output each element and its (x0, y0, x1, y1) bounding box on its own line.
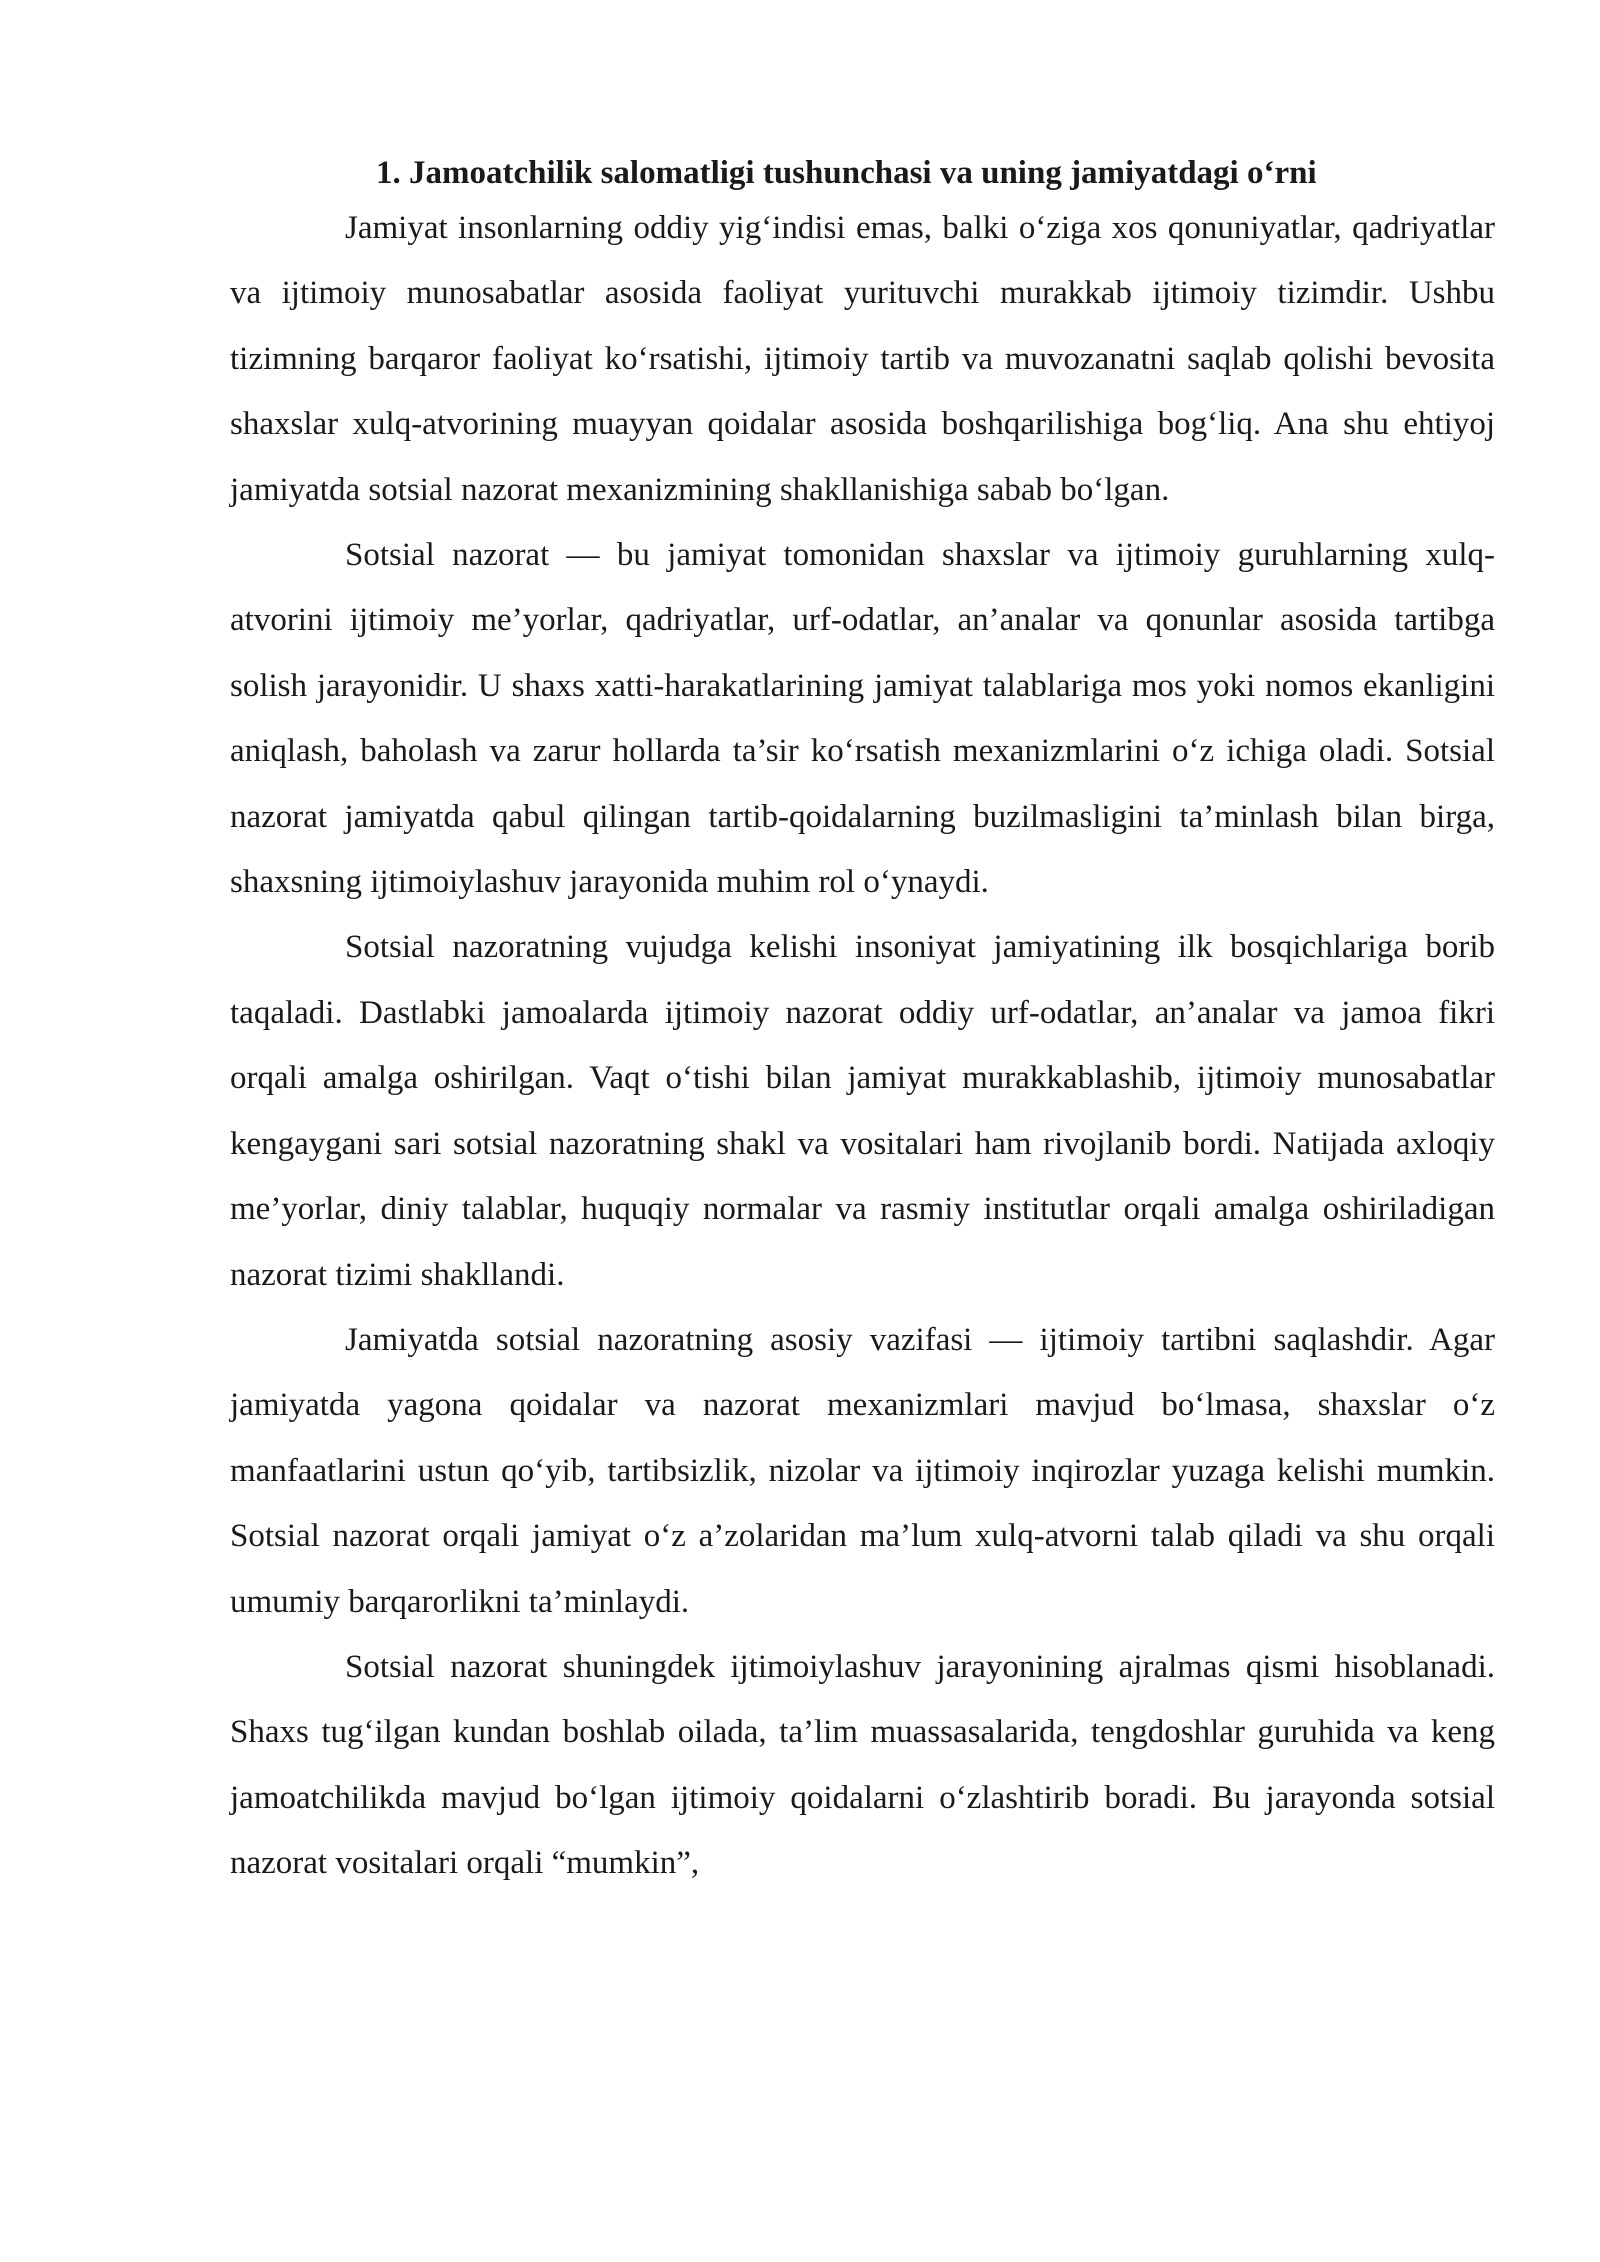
section-heading: 1. Jamoatchilik salomatligi tushunchasi va uning jamiyatdagi o‘rni (376, 155, 1317, 191)
paragraph-4: Jamiyatda sotsial nazoratning asosiy vazifasi — ijtimoiy tartibni saqlashdir. Agar jamiyatda yagona qoidalar va nazorat mexanizmlari mavjud bo‘lmasa, shaxslar o‘z manfaatlarini ustun qo‘yib, tartibsizlik, nizolar va ijtimoiy inqirozlar yuzaga kelishi mumkin. Sotsial nazorat orqali jamiyat o‘z a’zolaridan ma’lum xulq-atvorni talab qiladi va shu orqali umumiy barqarorlikni ta’minlaydi. (230, 1321, 1495, 1620)
document-body (230, 150, 1495, 1897)
paragraph-5: Sotsial nazorat shuningdek ijtimoiylashuv jarayonining ajralmas qismi hisoblanadi. Shaxs tug‘ilgan kundan boshlab oilada, ta’lim muassasalarida, tengdoshlar guruhida va keng jamoatchilikda mavjud bo‘lgan ijtimoiy qoidalarni o‘zlashtirib boradi. Bu jarayonda sotsial nazorat vositalari orqali “mumkin”, (230, 1648, 1495, 1882)
paragraph-1: Jamiyat insonlarning oddiy yig‘indisi emas, balki o‘ziga xos qonuniyatlar, qadriyatlar va ijtimoiy munosabatlar asosida faoliyat yurituvchi murakkab ijtimoiy tizimdir. Ushbu tizimning barqaror faoliyat ko‘rsatishi, ijtimoiy tartib va muvozanatni saqlab qolishi bevosita shaxslar xulq-atvorining muayyan qoidalar asosida boshqarilishiga bog‘liq. Ana shu ehtiyoj jamiyatda sotsial nazorat mexanizmining shakllanishiga sabab bo‘lgan. (230, 210, 1495, 508)
paragraph-2: Sotsial nazorat — bu jamiyat tomonidan shaxslar va ijtimoiy guruhlarning xulq-atvorini ijtimoiy me’yorlar, qadriyatlar, urf-odatlar, an’analar va qonunlar asosida tartibga solish jarayonidir. U shaxs xatti-harakatlarining jamiyat talablariga mos yoki nomos ekanligini aniqlash, baholash va zarur hollarda ta’sir ko‘rsatish mexanizmlarini o‘z ichiga oladi. Sotsial nazorat jamiyatda qabul qilingan tartib-qoidalarning buzilmasligini ta’minlash bilan birga, shaxsning ijtimoiylashuv jarayonida muhim rol o‘ynaydi. (230, 537, 1495, 901)
paragraph-3: Sotsial nazoratning vujudga kelishi insoniyat jamiyatining ilk bosqichlariga borib taqaladi. Dastlabki jamoalarda ijtimoiy nazorat oddiy urf-odatlar, an’analar va jamoa fikri orqali amalga oshirilgan. Vaqt o‘tishi bilan jamiyat murakkablashib, ijtimoiy munosabatlar kengaygani sari sotsial nazoratning shakl va vositalari ham rivojlanib bordi. Natijada axloqiy me’yorlar, diniy talablar, huquqiy normalar va rasmiy institutlar orqali amalga oshiriladigan nazorat tizimi shakllandi. (230, 929, 1495, 1293)
